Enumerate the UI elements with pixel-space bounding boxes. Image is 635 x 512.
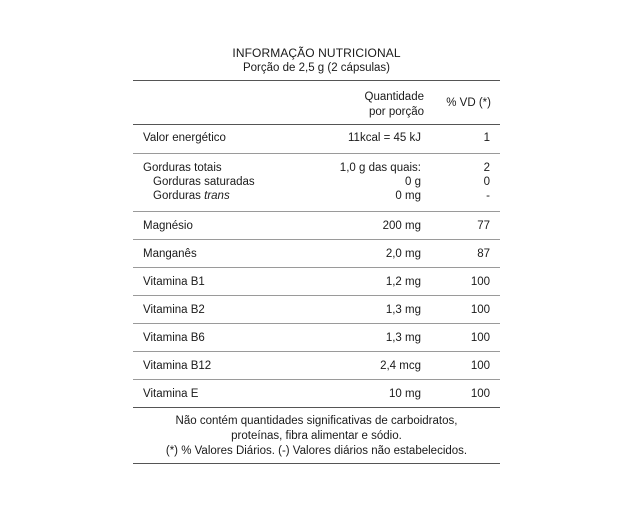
row-vd: 100 (470, 360, 490, 372)
row-label: Vitamina B12 (143, 360, 212, 372)
column-header-quantity (328, 90, 424, 120)
row-quantity: 2,0 mg (385, 248, 421, 260)
row-manganes (133, 248, 500, 262)
row-label: Vitamina E (143, 388, 199, 400)
table-title: INFORMAÇÃO NUTRICIONAL (232, 46, 401, 60)
row-vd: 77 (477, 220, 490, 232)
row-label: Vitamina B6 (143, 332, 205, 344)
divider (133, 80, 500, 81)
row-quantity: 1,3 mg (385, 332, 421, 344)
row-label: Vitamina B1 (143, 276, 205, 288)
row-vd: 0 (483, 176, 490, 188)
divider (133, 379, 500, 380)
row-vitamina-b12 (133, 360, 500, 374)
footnote (133, 414, 500, 459)
row-vitamina-b1 (133, 276, 500, 290)
row-quantity: 1,3 mg (385, 304, 421, 316)
row-label: Gorduras saturadas (153, 176, 255, 188)
row-quantity: 1,2 mg (385, 276, 421, 288)
row-label-italic: trans (204, 190, 230, 202)
row-quantity: 0 mg (395, 190, 421, 202)
row-magnesio (133, 220, 500, 234)
column-header-quantity-line1: Quantidade (364, 91, 424, 103)
divider (133, 267, 500, 268)
row-label: Vitamina B2 (143, 304, 205, 316)
divider (133, 463, 500, 464)
row-vd: 100 (470, 332, 490, 344)
row-fat-saturated (133, 176, 500, 190)
divider (133, 124, 500, 125)
row-label: Manganês (143, 248, 197, 260)
row-vd: 100 (470, 304, 490, 316)
column-header-quantity-line2: por porção (369, 106, 424, 118)
row-vd: 2 (483, 162, 490, 174)
row-vd: 100 (470, 276, 490, 288)
row-energy (133, 132, 500, 146)
divider (133, 351, 500, 352)
row-vitamina-b2 (133, 304, 500, 318)
row-vd: - (486, 190, 490, 202)
row-quantity: 10 mg (389, 388, 421, 400)
row-vd: 87 (477, 248, 490, 260)
row-label (153, 190, 230, 202)
row-fat-total (133, 162, 500, 176)
column-header-vd: % VD (*) (446, 97, 491, 109)
row-vd: 100 (470, 388, 490, 400)
footnote-line: (*) % Valores Diários. (-) Valores diários não estabelecidos. (165, 445, 468, 457)
row-vitamina-b6 (133, 332, 500, 346)
row-quantity: 200 mg (382, 220, 421, 232)
row-quantity: 0 g (405, 176, 421, 188)
divider (133, 295, 500, 296)
row-quantity: 2,4 mcg (380, 360, 421, 372)
row-fat-trans (133, 190, 500, 204)
serving-size: Porção de 2,5 g (2 cápsulas) (242, 62, 391, 74)
row-label-text: Gorduras (153, 190, 205, 202)
row-label: Magnésio (143, 220, 193, 232)
divider (133, 323, 500, 324)
row-quantity: 1,0 g das quais: (339, 162, 421, 174)
divider (133, 407, 500, 408)
row-vitamina-e (133, 388, 500, 402)
footnote-line: proteínas, fibra alimentar e sódio. (231, 430, 402, 442)
divider (133, 239, 500, 240)
divider (133, 153, 500, 154)
row-label: Gorduras totais (143, 162, 222, 174)
footnote-line: Não contém quantidades significativas de carboidratos, (175, 415, 458, 427)
divider (133, 211, 500, 212)
row-vd: 1 (483, 132, 490, 144)
row-quantity: 11kcal = 45 kJ (348, 132, 421, 144)
row-label: Valor energético (143, 132, 226, 144)
